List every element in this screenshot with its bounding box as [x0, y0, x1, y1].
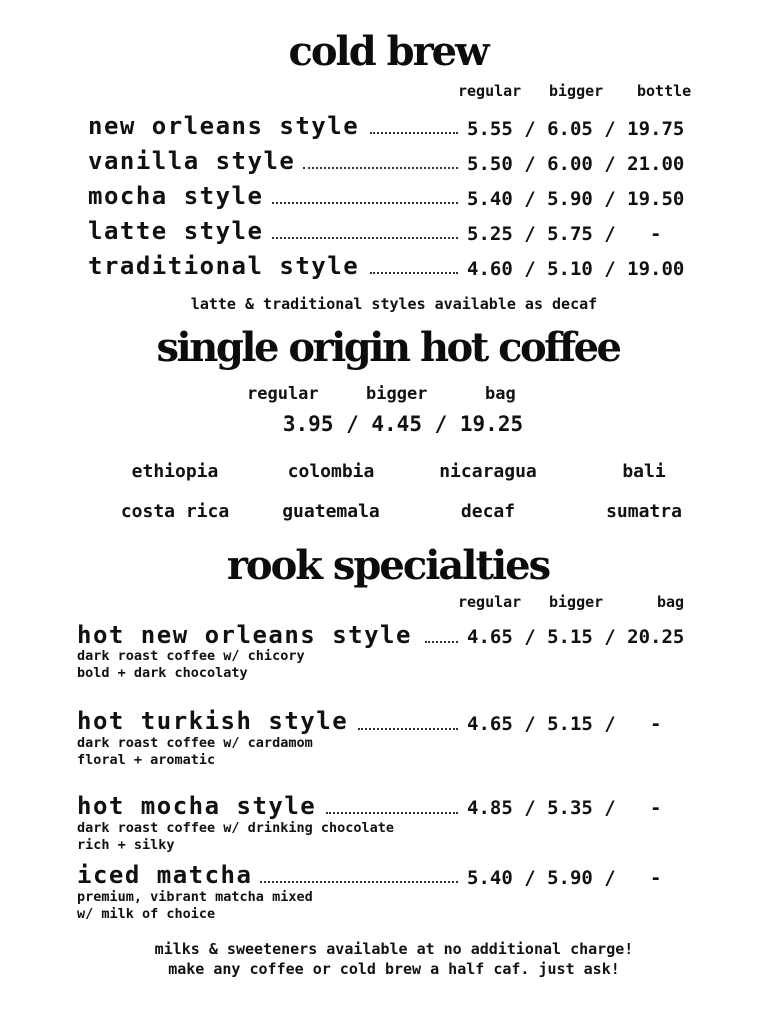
single-origin-heading: single origin hot coffee: [156, 324, 620, 371]
specialty-item-name: hot mocha style: [77, 792, 317, 820]
single-origin-col-bigger: bigger: [366, 384, 428, 404]
specialty-item-desc: dark roast coffee w/ cardamom: [77, 735, 313, 751]
leader-dots: [272, 237, 458, 239]
specialty-item-price: 4.85 / 5.35 / -: [467, 797, 662, 819]
leader-dots: [303, 167, 458, 169]
decaf-note: latte & traditional styles available as decaf: [190, 295, 598, 313]
leader-dots: [358, 728, 458, 730]
specialties-col-bag: bag: [657, 593, 685, 611]
cold-brew-col-bigger: bigger: [549, 82, 604, 100]
specialties-col-bigger: bigger: [549, 593, 604, 611]
cold-brew-item-price: 5.40 / 5.90 / 19.50: [467, 188, 685, 210]
origin-item: costa rica: [120, 501, 230, 522]
specialty-item-name: iced matcha: [77, 861, 253, 889]
footer-note-half-caf: make any coffee or cold brew a half caf. just ask!: [168, 960, 620, 978]
leader-dots: [260, 881, 458, 883]
specialty-item-desc: bold + dark chocolaty: [77, 665, 248, 681]
leader-dots: [272, 202, 458, 204]
cold-brew-item-price: 4.60 / 5.10 / 19.00: [467, 258, 685, 280]
cold-brew-item-price: 5.50 / 6.00 / 21.00: [467, 153, 685, 175]
single-origin-col-bag: bag: [485, 384, 516, 404]
origin-item: guatemala: [282, 501, 380, 522]
leader-dots: [326, 812, 458, 814]
specialty-item-desc: rich + silky: [77, 837, 175, 853]
specialty-item-desc: premium, vibrant matcha mixed: [77, 889, 313, 905]
single-origin-col-regular: regular: [247, 384, 319, 404]
cold-brew-col-bottle: bottle: [637, 82, 692, 100]
footer-note-sweeteners: milks & sweeteners available at no additional charge!: [154, 940, 634, 958]
specialty-item-desc: floral + aromatic: [77, 752, 216, 768]
leader-dots: [370, 272, 458, 274]
cold-brew-col-regular: regular: [458, 82, 522, 100]
origin-item: sumatra: [606, 501, 682, 522]
specialty-item-price: 5.40 / 5.90 / -: [467, 867, 662, 889]
cold-brew-item-name: new orleans style: [88, 112, 360, 140]
cold-brew-item-name: mocha style: [88, 182, 264, 210]
specialty-item-desc: dark roast coffee w/ drinking chocolate: [77, 820, 394, 836]
cold-brew-item-name: traditional style: [88, 252, 360, 280]
specialty-item-name: hot new orleans style: [77, 621, 412, 649]
leader-dots: [425, 641, 458, 643]
cold-brew-item-name: vanilla style: [88, 147, 296, 175]
specialty-item-price: 4.65 / 5.15 / 20.25: [467, 626, 685, 648]
cold-brew-heading: cold brew: [288, 28, 488, 75]
specialties-heading: rook specialties: [226, 542, 550, 589]
cold-brew-item-name: latte style: [88, 217, 264, 245]
origin-item: bali: [622, 461, 666, 482]
specialty-item-desc: dark roast coffee w/ chicory: [77, 648, 305, 664]
specialty-item-desc: w/ milk of choice: [77, 906, 216, 922]
specialty-item-price: 4.65 / 5.15 / -: [467, 713, 662, 735]
leader-dots: [370, 132, 458, 134]
specialty-item-name: hot turkish style: [77, 707, 349, 735]
origin-item: decaf: [460, 501, 516, 522]
origin-item: colombia: [287, 461, 375, 482]
cold-brew-item-price: 5.25 / 5.75 / -: [467, 223, 662, 245]
origin-item: nicaragua: [439, 461, 537, 482]
specialties-col-regular: regular: [458, 593, 522, 611]
cold-brew-item-price: 5.55 / 6.05 / 19.75: [467, 118, 685, 140]
origin-item: ethiopia: [131, 461, 219, 482]
single-origin-price: 3.95 / 4.45 / 19.25: [282, 412, 524, 436]
